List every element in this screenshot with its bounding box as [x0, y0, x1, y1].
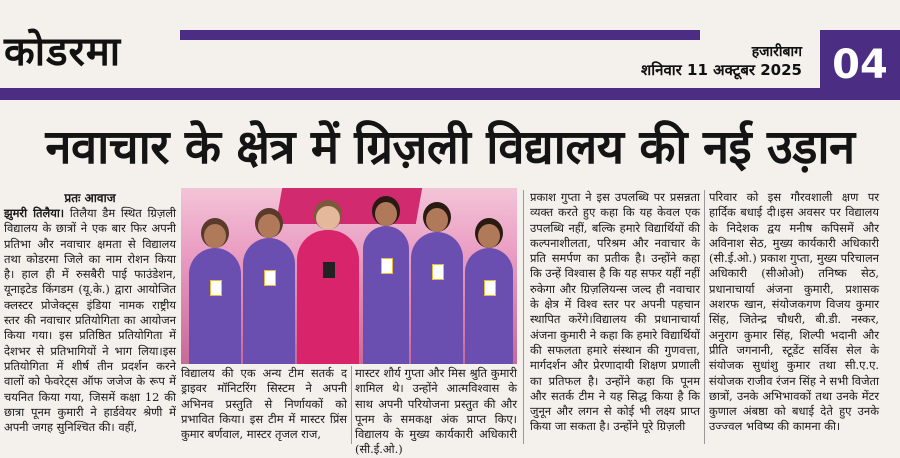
column-rule	[523, 190, 524, 444]
article-column-1	[4, 190, 176, 435]
column-rule	[704, 190, 705, 444]
article-column-4	[530, 190, 700, 435]
edition-location: हजारीबाग	[751, 44, 802, 60]
photo-person	[297, 200, 359, 364]
column-text: मास्टर शौर्य गुप्ता और मिस श्रुति कुमारी शामिल थे। उन्होंने आत्मविश्वास के साथ अपनी परियोजना प्रस्तुत की और पूनम के समकक्ष अंक प्राप्त किए।विद्यालय के मुख्य कार्यकारी अधिकारी (सी.ई.ओ.)	[355, 366, 517, 457]
masthead-top-bar	[180, 30, 700, 40]
page-number: 04	[820, 30, 900, 100]
column-text: प्रकाश गुप्ता ने इस उपलब्धि पर प्रसन्नता व्यक्त करते हुए कहा कि यह केवल एक उपलब्धि नहीं, बल्कि हमारे विद्यार्थियों की कल्पनाशीलता, परिश्रम और नवाचार के प्रति समर्पण का प्रतीक है। उन्होंने कहा कि उन्हें विश्वास है कि यह सफर यहीं नहीं रुकेगा और ग्रिज़लियन्स जल्द ही नवाचार के क्षेत्र में विश्व स्तर पर अपनी पहचान स्थापित करेंगे।विद्यालय की प्रधानाचार्या अंजना कुमारी ने कहा कि हमारे विद्यार्थियों की सफलता हमारे संस्थान की गुणवत्ता, मार्गदर्शन और प्रेरणादायी शिक्षण प्रणाली का प्रतिफल है। उन्होंने कहा कि पूनम और सतर्क टीम ने यह सिद्ध किया है कि जुनून और लगन से कोई भी लक्ष्य प्राप्त किया जा सकता है। उन्होंने पूरे ग्रिज़ली	[530, 190, 700, 434]
byline: प्रतः आवाज	[64, 191, 116, 205]
article-column-5	[709, 190, 879, 435]
article-photo	[181, 188, 517, 364]
column-rule	[351, 366, 352, 444]
photo-person	[189, 218, 241, 364]
photo-person	[411, 202, 463, 364]
section-city-title: कोडरमा	[4, 29, 122, 75]
column-text: विद्यालय की एक अन्य टीम सतर्क द ड्राइवर मॉनिटरिंग सिस्टम ने अपनी अभिनव प्रस्तुति से निर्णायकों को प्रभावित किया। इस टीम में मास्टर प्रिंस कुमार बर्णवाल, मास्टर तृजल राज,	[181, 366, 347, 442]
masthead	[0, 0, 900, 112]
masthead-bottom-bar	[0, 88, 820, 100]
photo-person	[465, 218, 513, 364]
article-column-2	[181, 366, 347, 442]
column-text: परिवार को इस गौरवशाली क्षण पर हार्दिक बधाई दी।इस अवसर पर विद्यालय के निदेशक द्वय मनीष कपिसमें और अविनाश सेठ, मुख्य कार्यकारी अधिकारी (सी.ई.ओ.) प्रकाश गुप्ता, मुख्य परिचालन अधिकारी (सीओओ) तनिष्क सेठ, प्रधानाचार्या अंजना कुमारी, प्रशासक अशरफ खान, संयोजकगण विजय कुमार सिंह, जितेन्द्र चौधरी, बी.डी. नस्कर, अनुराग कुमार सिंह, शिल्पी भदानी और प्रीति जगनानी, स्टूडेंट सर्विस सेल के संयोजक सुधांशु कुमार तथा सी.ए.ए. संयोजक राजीव रंजन सिंह ने सभी विजेता छात्रों, उनके अभिभावकों तथा उनके मेंटर कुणाल अंबष्ठा को बधाई देते हुए उनके उज्ज्वल भविष्य की कामना की।	[709, 190, 879, 434]
edition-date: शनिवार 11 अक्टूबर 2025	[641, 61, 802, 79]
dateline	[641, 44, 802, 80]
article-column-3	[355, 366, 517, 458]
column-text	[4, 206, 176, 435]
column-1-body: तिलैया डैम स्थित ग्रिज़ली विद्यालय के छात्रों ने एक बार फिर अपनी प्रतिभा और नवाचार क्षमता से विद्यालय तथा कोडरमा जिले का नाम रोशन किया है। हाल ही में रुसबैरी पाई फाउंडेशन, यूनाइटेड किंगडम (यू.के.) द्वारा आयोजित क्लस्टर प्रोजेक्ट्स इंडिया नामक राष्ट्रीय स्तर की नवाचार प्रतियोगिता का आयोजन किया गया। इस प्रतिष्ठित प्रतियोगिता में देशभर से प्रतिभागियों ने भाग लिया।इस प्रतियोगिता में शीर्ष तीन प्रदर्शन करने वालों को फेवरेट्स ऑफ जजेज के रूप में चयनित किया गया, जिसमें कक्षा 12 की छात्रा पूनम कुमारी ने हार्डवेयर श्रेणी में अपनी जगह सुनिश्चित की। वहीं,	[4, 206, 176, 435]
article-headline: नवाचार के क्षेत्र में ग्रिज़ली विद्यालय की नई उड़ान	[45, 120, 855, 175]
dateline-place: झुमरी तिलैया।	[4, 206, 65, 220]
photo-person	[243, 208, 295, 364]
photo-person	[363, 196, 409, 364]
